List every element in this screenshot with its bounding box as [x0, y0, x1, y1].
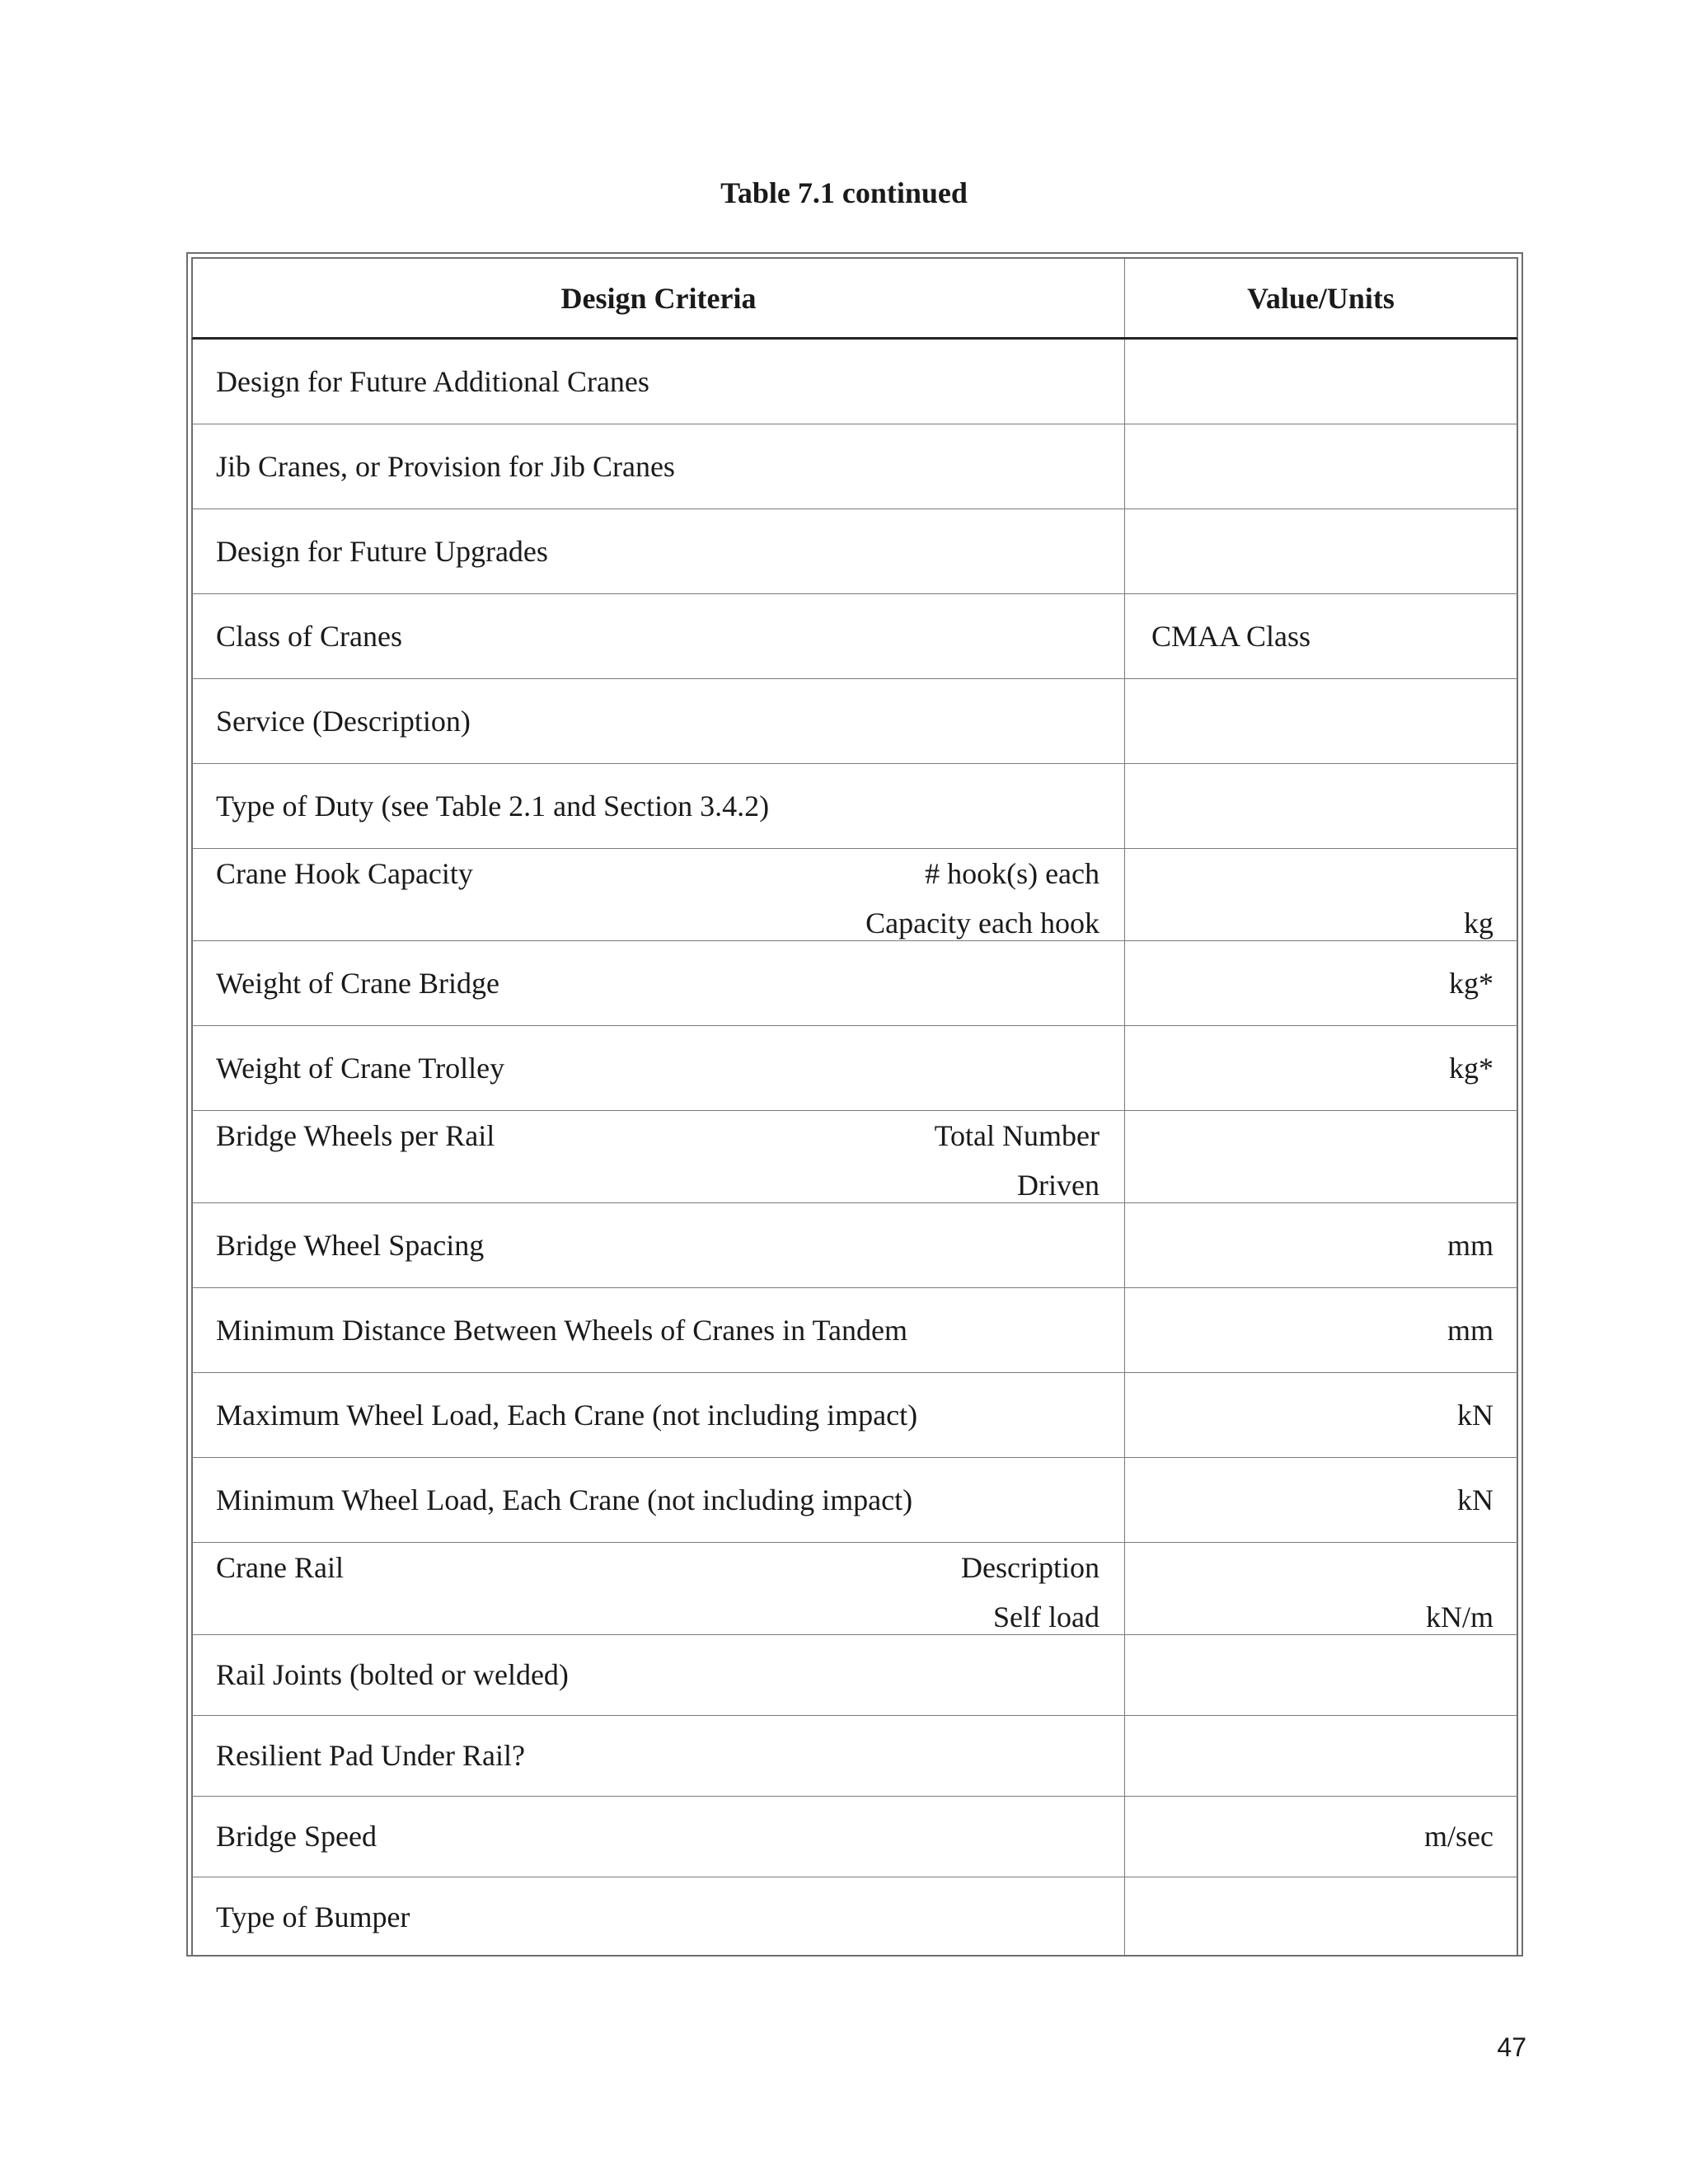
- criteria-label: Weight of Crane Trolley: [216, 1052, 505, 1085]
- criteria-label: Type of Bumper: [216, 1900, 410, 1933]
- criteria-sublabel: Total Number: [934, 1119, 1100, 1152]
- criteria-label: Service (Description): [216, 705, 471, 738]
- unit-label: mm: [1447, 1229, 1493, 1262]
- criteria-cell: [193, 1877, 1125, 1955]
- criteria-cell: [193, 1288, 1125, 1372]
- table-header-row: [191, 257, 1518, 340]
- criteria-cell: [193, 1797, 1125, 1877]
- criteria-sublabel: Description: [961, 1551, 1100, 1584]
- criteria-sublabel: Capacity each hook: [865, 907, 1100, 940]
- table-row: [191, 1797, 1518, 1877]
- value-cell: [1125, 424, 1517, 509]
- criteria-cell: [193, 1373, 1125, 1457]
- table-row: [191, 340, 1518, 424]
- header-cell-value: [1125, 259, 1517, 337]
- criteria-label: Rail Joints (bolted or welded): [216, 1658, 569, 1691]
- unit-label: kg: [1464, 907, 1493, 940]
- unit-label: kN: [1457, 1483, 1493, 1516]
- value-cell: [1125, 679, 1517, 763]
- criteria-cell: [193, 941, 1125, 1025]
- table-row: [191, 1635, 1518, 1716]
- criteria-label: Weight of Crane Bridge: [216, 967, 500, 1000]
- criteria-cell: [193, 1543, 1125, 1634]
- page-number: 47: [1497, 2032, 1526, 2062]
- criteria-cell: [193, 849, 1125, 940]
- criteria-sublabel: Driven: [1017, 1169, 1100, 1202]
- table-row: [191, 1458, 1518, 1543]
- table-row: [191, 849, 1518, 941]
- table-row: [191, 1716, 1518, 1797]
- criteria-cell: [193, 1635, 1125, 1715]
- criteria-label: Jib Cranes, or Provision for Jib Cranes: [216, 450, 675, 483]
- value-cell: [1125, 1877, 1517, 1955]
- criteria-label: Crane Hook Capacity: [216, 857, 473, 890]
- criteria-label: Design for Future Additional Cranes: [216, 365, 649, 398]
- table-row: [191, 594, 1518, 679]
- table-row: [191, 764, 1518, 849]
- table-row: [191, 1288, 1518, 1373]
- value-cell: [1125, 1635, 1517, 1715]
- criteria-cell: [193, 594, 1125, 678]
- value-cell: [1125, 1111, 1517, 1202]
- unit-label: kg*: [1449, 967, 1493, 1000]
- table-row: [191, 679, 1518, 764]
- cmaa-class-value: CMAA Class: [1151, 620, 1311, 653]
- criteria-cell: [193, 509, 1125, 593]
- value-cell: [1125, 340, 1517, 424]
- criteria-cell: [193, 424, 1125, 509]
- header-cell-criteria: [193, 259, 1125, 337]
- table-row: [191, 1203, 1518, 1288]
- unit-label: mm: [1447, 1314, 1493, 1347]
- value-cell: [1125, 1203, 1517, 1287]
- criteria-label: Class of Cranes: [216, 620, 402, 653]
- unit-label: kN/m: [1425, 1601, 1493, 1633]
- criteria-cell: [193, 764, 1125, 848]
- value-cell: [1125, 1716, 1517, 1796]
- table-row: [191, 1026, 1518, 1111]
- table-row: [191, 1877, 1518, 1957]
- design-criteria-table: [191, 257, 1518, 1957]
- criteria-label: Minimum Wheel Load, Each Crane (not including impact): [216, 1483, 913, 1516]
- criteria-cell: [193, 340, 1125, 424]
- criteria-cell: [193, 1458, 1125, 1542]
- criteria-label: Maximum Wheel Load, Each Crane (not including impact): [216, 1399, 918, 1432]
- unit-label: m/sec: [1424, 1820, 1493, 1853]
- criteria-label: Minimum Distance Between Wheels of Cranes in Tandem: [216, 1314, 907, 1347]
- criteria-label: Resilient Pad Under Rail?: [216, 1739, 525, 1772]
- value-cell: [1125, 1543, 1517, 1634]
- criteria-cell: [193, 1203, 1125, 1287]
- value-cell: [1125, 594, 1517, 678]
- criteria-label: Crane Rail: [216, 1551, 344, 1584]
- criteria-sublabel: # hook(s) each: [925, 857, 1100, 890]
- criteria-cell: [193, 1111, 1125, 1202]
- criteria-sublabel: Self load: [993, 1601, 1100, 1633]
- value-cell: [1125, 941, 1517, 1025]
- value-cell: [1125, 1797, 1517, 1877]
- header-value-units: Value/Units: [1247, 281, 1395, 315]
- table-title: Table 7.1 continued: [720, 176, 968, 209]
- table-row: [191, 1543, 1518, 1635]
- criteria-label: Bridge Wheels per Rail: [216, 1119, 495, 1152]
- criteria-cell: [193, 679, 1125, 763]
- table-row: [191, 1111, 1518, 1203]
- table-row: [191, 1373, 1518, 1458]
- value-cell: [1125, 1288, 1517, 1372]
- value-cell: [1125, 1026, 1517, 1110]
- value-cell: [1125, 1373, 1517, 1457]
- value-cell: [1125, 1458, 1517, 1542]
- unit-label: kN: [1457, 1399, 1493, 1432]
- table-row: [191, 941, 1518, 1026]
- criteria-label: Type of Duty (see Table 2.1 and Section 3.4.2): [216, 790, 770, 823]
- criteria-cell: [193, 1716, 1125, 1796]
- value-cell: [1125, 509, 1517, 593]
- criteria-label: Design for Future Upgrades: [216, 535, 548, 568]
- table-row: [191, 509, 1518, 594]
- unit-label: kg*: [1449, 1052, 1493, 1085]
- criteria-cell: [193, 1026, 1125, 1110]
- value-cell: [1125, 764, 1517, 848]
- header-design-criteria: Design Criteria: [560, 281, 757, 315]
- criteria-label: Bridge Speed: [216, 1820, 377, 1853]
- criteria-label: Bridge Wheel Spacing: [216, 1229, 485, 1262]
- table-row: [191, 424, 1518, 509]
- value-cell: [1125, 849, 1517, 940]
